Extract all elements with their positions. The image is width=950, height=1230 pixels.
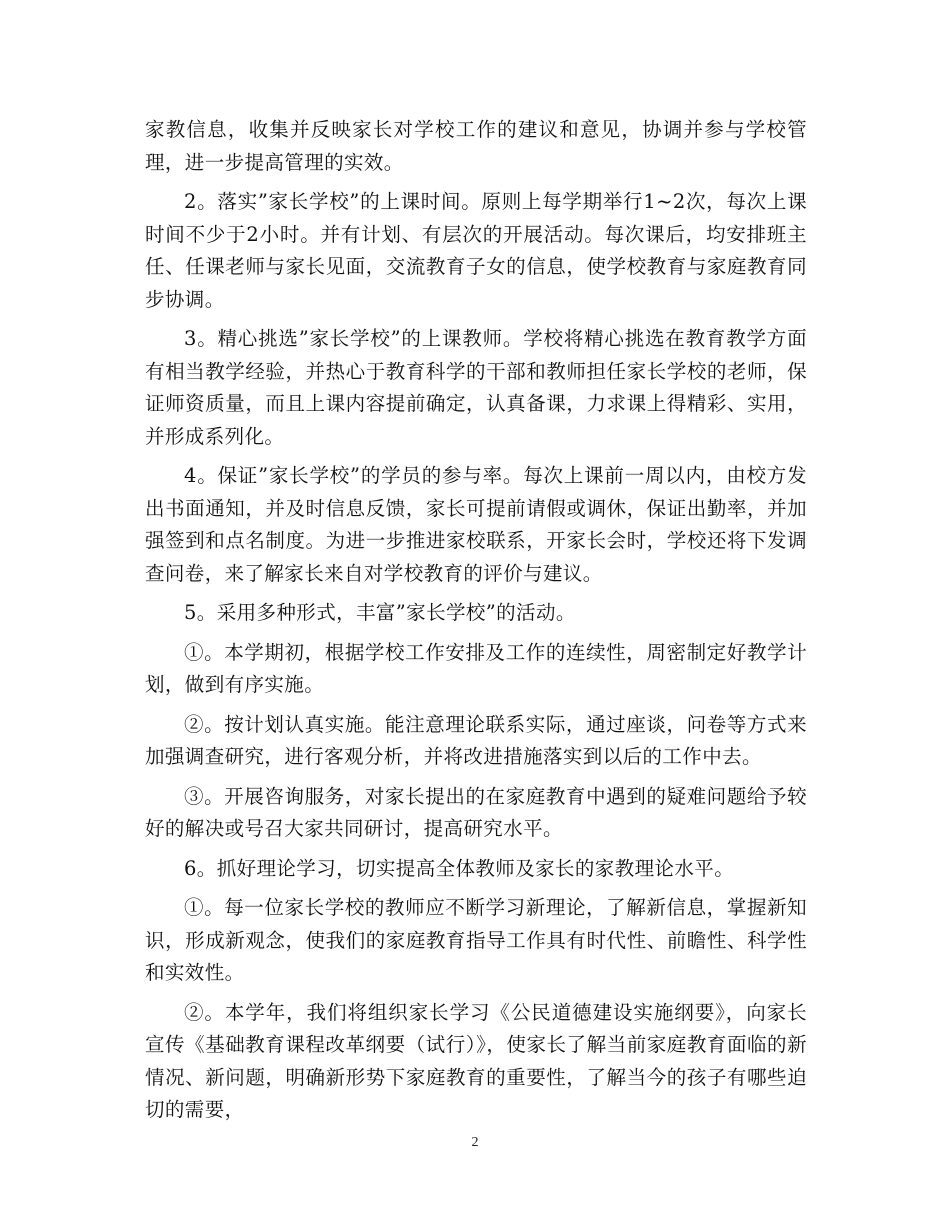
paragraph: 家教信息，收集并反映家长对学校工作的建议和意见，协调并参与学校管理，进一步提高管理的实效。 xyxy=(145,118,807,174)
paragraph: ③。开展咨询服务，对家长提出的在家庭教育中遇到的疑难问题给予较好的解决或号召大家共同研讨，提高研究水平。 xyxy=(145,784,807,840)
paragraph: ①。每一位家长学校的教师应不断学习新理论，了解新信息，掌握新知识，形成新观念，使我们的家庭教育指导工作具有时代性、前瞻性、科学性和实效性。 xyxy=(145,896,807,984)
paragraph: ②。按计划认真实施。能注意理论联系实际，通过座谈，问卷等方式来加强调查研究，进行客观分析，并将改进措施落实到以后的工作中去。 xyxy=(145,712,807,768)
paragraph: 5。采用多种形式，丰富”家长学校”的活动。 xyxy=(184,601,576,624)
paragraph: 3。精心挑选”家长学校”的上课教师。学校将精心挑选在教育教学方面有相当教学经验，并热心于教育科学的干部和教师担任家长学校的老师，保证师资质量，而且上课内容提前确定，认真备课，力求课上得精彩、实用，并形成系列化。 xyxy=(145,327,807,448)
paragraph: 4。保证”家长学校”的学员的参与率。每次上课前一周以内，由校方发出书面通知，并及时信息反馈，家长可提前请假或调休，保证出勤率，并加强签到和点名制度。为进一步推进家校联系，开家长会时，学校还将下发调查问卷，来了解家长来自对学校教育的评价与建议。 xyxy=(145,464,807,585)
paragraph: ①。本学期初，根据学校工作安排及工作的连续性，周密制定好教学计划，做到有序实施。 xyxy=(145,640,807,696)
paragraph: ②。本学年，我们将组织家长学习《公民道德建设实施纲要》，向家长宣传《基础教育课程改革纲要（试行）》，使家长了解当前家庭教育面临的新情况、新问题，明确新形势下家庭教育的重要性，了解当今的孩子有哪些迫切的需要， xyxy=(145,1000,807,1121)
paragraph: 2。落实”家长学校”的上课时间。原则上每学期举行1~2次，每次上课时间不少于2小时。并有计划、有层次的开展活动。每次课后，均安排班主任、任课老师与家长见面，交流教育子女的信息，使学校教育与家庭教育同步协调。 xyxy=(145,190,807,311)
paragraph: 6。抓好理论学习，切实提高全体教师及家长的家教理论水平。 xyxy=(184,856,735,880)
page-number: 2 xyxy=(471,1135,479,1150)
document-body xyxy=(145,114,807,1134)
